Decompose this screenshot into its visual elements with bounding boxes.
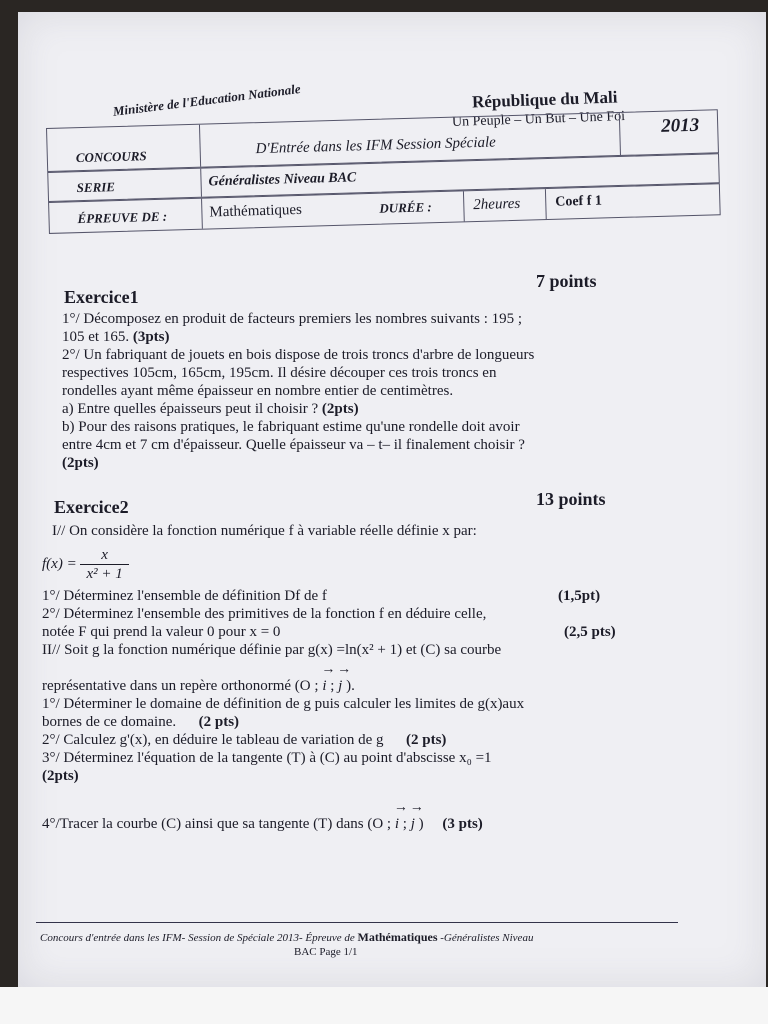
coef-value: Coef f 1 — [555, 193, 603, 210]
ex1-line: (2pts) — [62, 455, 99, 471]
ex1-line: 105 et 165. (3pts) — [62, 329, 170, 345]
ex2-part2: II// Soit g la fonction numérique définie par g(x) =ln(x² + 1) et (C) sa courbe — [42, 642, 502, 658]
header-table — [46, 109, 721, 258]
ex1-line: a) Entre quelles épaisseurs peut il choisir ? (2pts) — [62, 401, 359, 417]
ex1-line: respectives 105cm, 165cm, 195cm. Il désire découper ces trois troncs en — [62, 365, 497, 381]
exercice2-title: Exercice2 — [54, 497, 129, 517]
ex2-q2: 2°/ Déterminez l'ensemble des primitives de la fonction f en déduire celle, — [42, 606, 487, 622]
footer-line2: BAC Page 1/1 — [294, 946, 358, 958]
exam-content — [40, 270, 720, 833]
ex1-line: rondelles ayant même épaisseur en nombre entier de centimètres. — [62, 383, 454, 399]
ex2-q1b-cont: bornes de ce domaine. (2 pts) — [42, 714, 240, 730]
exercice1-header — [40, 270, 720, 310]
fx-formula: f(x) = $\frac{x}{\text{x² + 1}}$ — [42, 546, 720, 583]
ex2-repere: représentative dans un repère orthonormé (O ; → i ; → j ). — [42, 677, 720, 695]
exercice1-title: Exercice1 — [64, 287, 139, 307]
duree-label: DURÉE : — [379, 199, 432, 216]
epreuve-value: Mathématiques — [209, 201, 303, 221]
serie-value: Généralistes Niveau BAC — [208, 170, 357, 190]
ex2-q4: 4°/Tracer la courbe (C) ainsi que sa tangente (T) dans (O ; → i ; → j ) (3 pts) — [42, 815, 720, 833]
footer-divider — [36, 922, 678, 923]
page-footer — [40, 930, 690, 959]
exercice2-points: 13 points — [536, 489, 606, 509]
exercice1-body — [40, 310, 720, 472]
footer-line1: Concours d'entrée dans les IFM- Session de Spéciale 2013- Épreuve de Mathématiques -Généralistes Niveau — [40, 930, 534, 944]
ex1-line: b) Pour des raisons pratiques, le fabriquant estime qu'une rondelle doit avoir — [62, 419, 520, 435]
concours-value: D'Entrée dans les IFM Session Spéciale — [255, 134, 497, 158]
concours-label: CONCOURS — [75, 148, 147, 166]
serie-label: SERIE — [76, 179, 116, 196]
ex2-q2g: 2°/ Calculez g'(x), en déduire le tableau de variation de g (2 pts) — [42, 732, 447, 748]
exercice2-header — [40, 488, 720, 522]
ex2-intro: I// On considère la fonction numérique f à variable réelle définie x par: — [52, 523, 477, 539]
ex2-q3: 3°/ Déterminez l'équation de la tangente (T) à (C) au point d'abscisse x₀ =1 — [42, 750, 492, 766]
ex1-line: 2°/ Un fabriquant de jouets en bois dispose de trois troncs d'arbre de longueurs — [62, 347, 535, 363]
exercice1-points: 7 points — [536, 271, 597, 291]
ex2-q1b: 1°/ Déterminer le domaine de définition de g puis calculer les limites de g(x)aux — [42, 696, 525, 712]
ministere-title: Ministère de l'Education Nationale — [112, 80, 302, 119]
ex1-line: entre 4cm et 7 cm d'épaisseur. Quelle épaisseur va – t– il finalement choisir ? — [62, 437, 525, 453]
republique-title: République du Mali — [471, 87, 618, 112]
duree-value: 2heures — [473, 195, 521, 214]
ex2-q3-pts: (2pts) — [42, 768, 79, 784]
ex2-q1: 1°/ Déterminez l'ensemble de définition Df de f (1,5pt) — [42, 588, 601, 604]
ex1-line: 1°/ Décomposez en produit de facteurs premiers les nombres suivants : 195 ; — [62, 311, 523, 327]
exam-year: 2013 — [660, 114, 700, 137]
republique-devise: Un Peuple – Un But – Une Foi — [451, 108, 626, 131]
page-bottom — [0, 987, 768, 1024]
ex2-q2b: notée F qui prend la valeur 0 pour x = 0 (2,5 pts) — [42, 624, 616, 640]
exercice2-body — [40, 522, 720, 833]
epreuve-label: ÉPREUVE DE : — [77, 208, 168, 227]
